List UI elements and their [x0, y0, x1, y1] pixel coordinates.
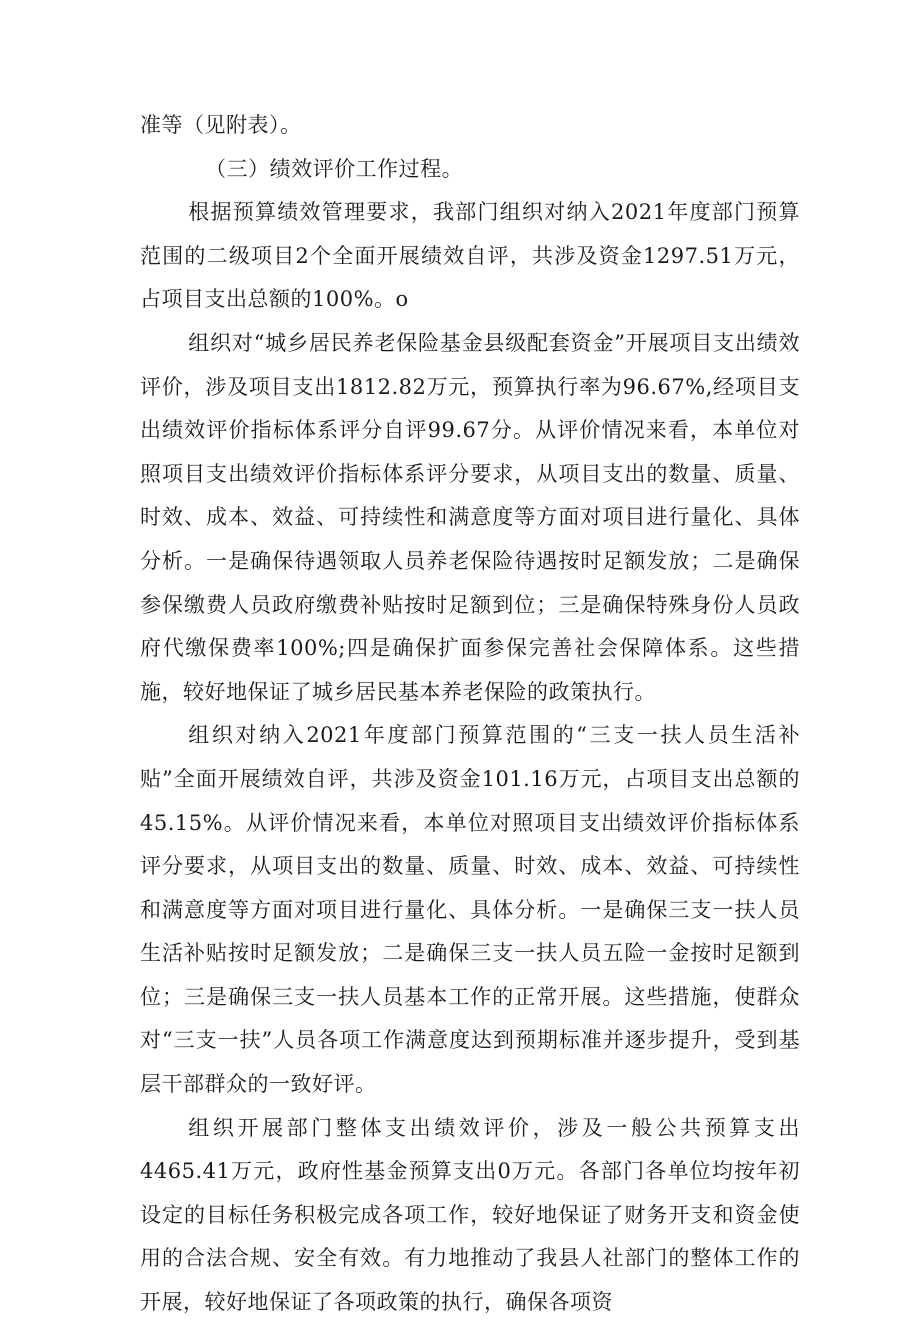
paragraph-continuation: 准等（见附表）。: [140, 113, 302, 137]
paragraph-overview: 根据预算绩效管理要求，我部门组织对纳入2021年度部门预算范围的二级项目2个全面开展绩效自评，共涉及资金1297.51万元，占项目支出总额的100%。o: [140, 200, 800, 312]
paragraph-sanzhi-yifu: 组织对纳入2021年度部门预算范围的“三支一扶人员生活补贴”全面开展绩效自评，共涉及资金101.16万元，占项目支出总额的45.15%。从评价情况来看，本单位对照项目支出绩效评价指标体系评分要求，从项目支出的数量、质量、时效、成本、效益、可持续性和满意度等方面对项目进行量化、具体分析。一是确保三支一扶人员生活补贴按时足额发放；二是确保三支一扶人员五险一金按时足额到位；三是确保三支一扶人员基本工作的正常开展。这些措施，使群众对“三支一扶”人员各项工作满意度达到预期标准并逐步提升，受到基层干部群众的一致好评。: [140, 723, 800, 1097]
paragraph-overall-expenditure: 组织开展部门整体支出绩效评价，涉及一般公共预算支出4465.41万元，政府性基金预算支出0万元。各部门各单位均按年初设定的目标任务积极完成各项工作，较好地保证了财务开支和资金使用的合法合规、安全有效。有力地推动了我县人社部门的整体工作的开展，较好地保证了各项政策的执行，确保各项资: [140, 1115, 800, 1315]
document-page: [140, 104, 800, 1325]
paragraph-pension-fund: 组织对“城乡居民养老保险基金县级配套资金”开展项目支出绩效评价，涉及项目支出1812.82万元，预算执行率为96.67%,经项目支出绩效评价指标体系评分自评99.67分。从评价情况来看，本单位对照项目支出绩效评价指标体系评分要求，从项目支出的数量、质量、时效、成本、效益、可持续性和满意度等方面对项目进行量化、具体分析。一是确保待遇领取人员养老保险待遇按时足额发放；二是确保参保缴费人员政府缴费补贴按时足额到位；三是确保特殊身份人员政府代缴保费率100%;四是确保扩面参保完善社会保障体系。这些措施，较好地保证了城乡居民基本养老保险的政策执行。: [140, 330, 800, 704]
section-heading: （三）绩效评价工作过程。: [205, 156, 464, 181]
